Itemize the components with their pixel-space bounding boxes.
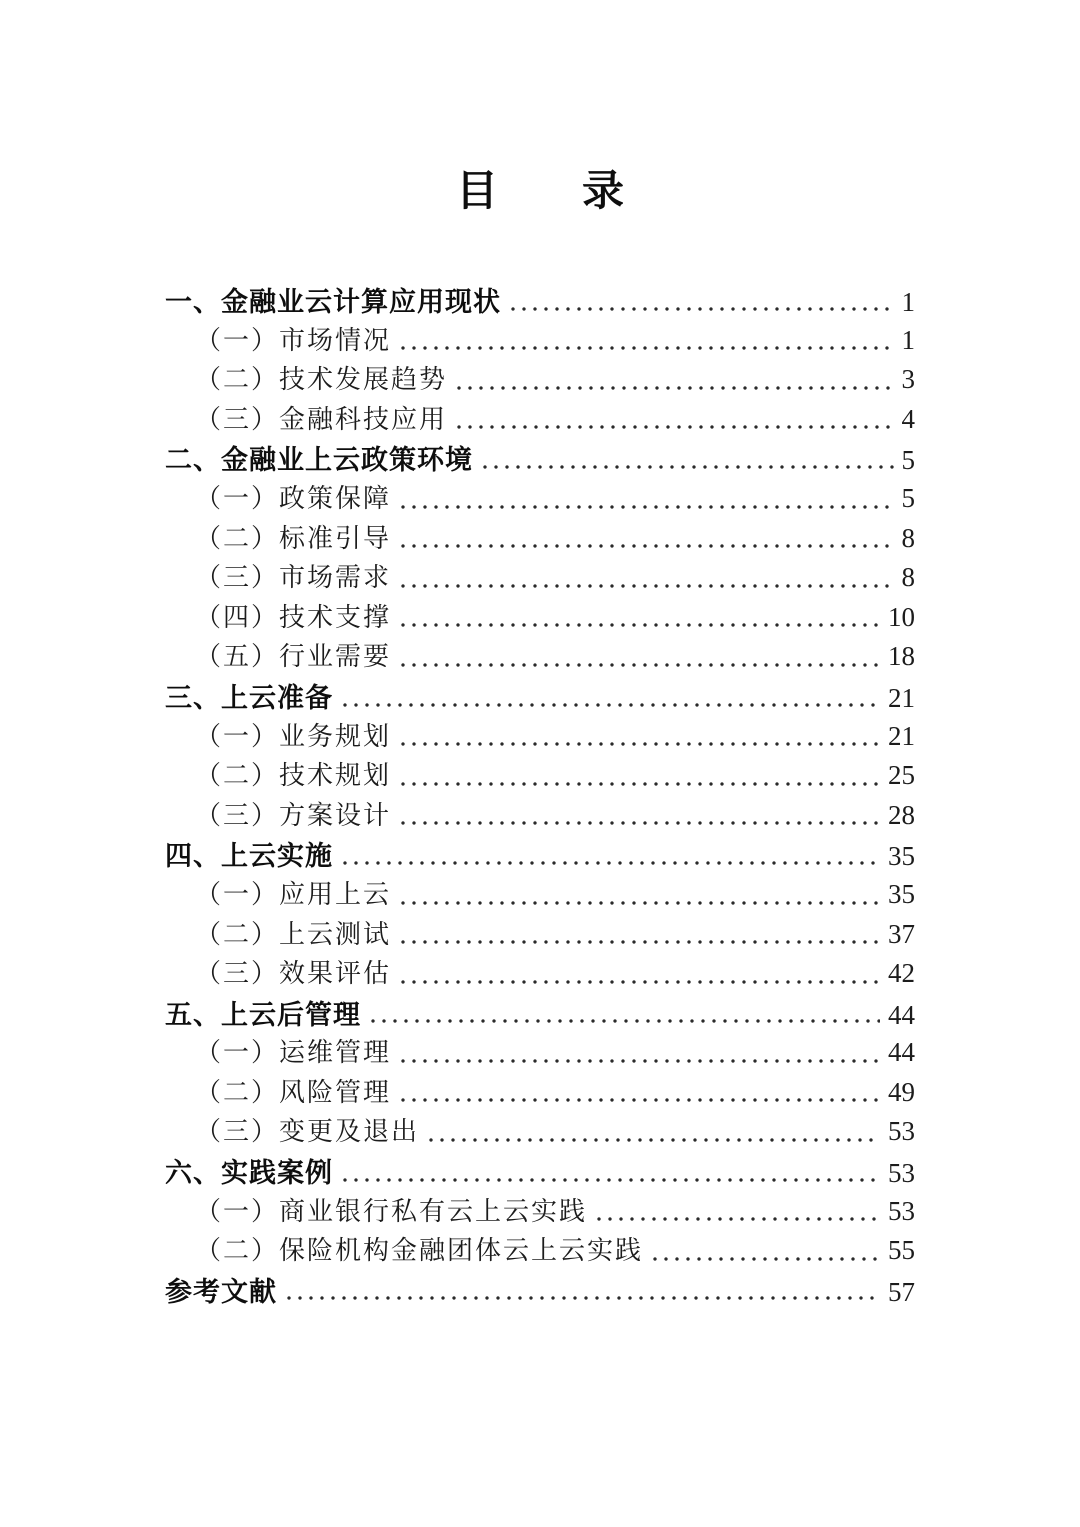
toc-entry bbox=[165, 320, 915, 360]
dot-leader bbox=[401, 1059, 880, 1063]
toc-entry bbox=[165, 518, 915, 558]
toc-entry bbox=[165, 795, 915, 835]
toc-entry bbox=[165, 597, 915, 637]
toc-list bbox=[165, 280, 915, 1309]
toc-entry bbox=[165, 1111, 915, 1151]
toc-entry-page: 1 bbox=[901, 287, 915, 317]
dot-leader bbox=[343, 703, 880, 707]
toc-entry-page: 49 bbox=[888, 1076, 915, 1107]
toc-entry bbox=[165, 1072, 915, 1112]
toc-entry bbox=[165, 914, 915, 954]
toc-entry bbox=[165, 874, 915, 914]
toc-entry bbox=[165, 478, 915, 518]
dot-leader bbox=[597, 1217, 880, 1221]
toc-entry bbox=[165, 834, 915, 874]
dot-leader bbox=[511, 307, 894, 311]
toc-entry-page: 44 bbox=[888, 999, 915, 1030]
toc-entry-label: （二）标准引导 bbox=[195, 523, 392, 553]
toc-entry bbox=[165, 1151, 915, 1191]
toc-entry bbox=[165, 280, 915, 320]
toc-entry-label: （二）保险机构金融团体云上云实践 bbox=[195, 1236, 644, 1266]
toc-entry-page: 8 bbox=[901, 522, 915, 553]
toc-entry-label: 二、金融业上云政策环境 bbox=[165, 445, 473, 476]
toc-entry-label: （二）上云测试 bbox=[195, 919, 392, 949]
dot-leader bbox=[401, 940, 880, 944]
dot-leader bbox=[401, 505, 893, 509]
dot-leader bbox=[483, 465, 894, 469]
toc-entry-page: 28 bbox=[888, 799, 915, 830]
toc-entry-page: 53 bbox=[888, 1158, 915, 1189]
toc-entry-page: 53 bbox=[888, 1195, 915, 1226]
dot-leader bbox=[371, 1019, 880, 1023]
dot-leader bbox=[401, 742, 880, 746]
dot-leader bbox=[653, 1257, 880, 1261]
toc-entry-page: 10 bbox=[888, 601, 915, 632]
dot-leader bbox=[401, 663, 880, 667]
toc-entry-page: 53 bbox=[888, 1116, 915, 1147]
toc-entry bbox=[165, 1191, 915, 1231]
toc-entry-label: （一）应用上云 bbox=[195, 879, 392, 909]
toc-entry-label: 参考文献 bbox=[165, 1276, 277, 1307]
page-title: 目 录 bbox=[455, 167, 624, 214]
toc-entry bbox=[165, 953, 915, 993]
toc-entry-page: 3 bbox=[901, 364, 915, 395]
toc-entry bbox=[165, 359, 915, 399]
toc-entry bbox=[165, 399, 915, 439]
toc-entry bbox=[165, 993, 915, 1033]
toc-entry-page: 5 bbox=[901, 482, 915, 513]
toc-entry-page: 4 bbox=[901, 403, 915, 434]
toc-entry-page: 5 bbox=[901, 445, 915, 476]
toc-entry-label: （三）市场需求 bbox=[195, 563, 392, 593]
toc-entry-label: （一）业务规划 bbox=[195, 721, 392, 751]
toc-entry bbox=[165, 676, 915, 716]
toc-entry-label: 五、上云后管理 bbox=[165, 999, 361, 1030]
toc-entry-label: （一）商业银行私有云上云实践 bbox=[195, 1196, 588, 1226]
toc-entry-page: 37 bbox=[888, 918, 915, 949]
toc-entry bbox=[165, 1032, 915, 1072]
toc-entry-page: 1 bbox=[901, 324, 915, 355]
toc-entry-label: （三）金融科技应用 bbox=[195, 404, 448, 434]
dot-leader bbox=[429, 1138, 880, 1142]
toc-entry bbox=[165, 557, 915, 597]
toc-entry-page: 18 bbox=[888, 641, 915, 672]
toc-entry-page: 42 bbox=[888, 958, 915, 989]
toc-entry-label: （三）方案设计 bbox=[195, 800, 392, 830]
toc-entry-label: （二）风险管理 bbox=[195, 1077, 392, 1107]
toc-entry-label: （二）技术发展趋势 bbox=[195, 365, 448, 395]
toc-entry-label: （三）变更及退出 bbox=[195, 1117, 420, 1147]
toc-entry-label: （一）政策保障 bbox=[195, 483, 392, 513]
toc-entry-page: 57 bbox=[888, 1276, 915, 1307]
toc-entry-page: 25 bbox=[888, 760, 915, 791]
dot-leader bbox=[401, 901, 880, 905]
toc-entry-page: 21 bbox=[888, 682, 915, 713]
dot-leader bbox=[401, 821, 880, 825]
toc-entry-label: （五）行业需要 bbox=[195, 642, 392, 672]
dot-leader bbox=[343, 1178, 880, 1182]
dot-leader bbox=[401, 782, 880, 786]
dot-leader bbox=[457, 386, 893, 390]
toc-entry-page: 55 bbox=[888, 1235, 915, 1266]
dot-leader bbox=[401, 623, 880, 627]
toc-entry bbox=[165, 636, 915, 676]
toc-entry-label: 四、上云实施 bbox=[165, 841, 333, 872]
dot-leader bbox=[401, 584, 893, 588]
dot-leader bbox=[401, 346, 893, 350]
toc-entry-label: （一）市场情况 bbox=[195, 325, 392, 355]
toc-entry bbox=[165, 755, 915, 795]
dot-leader bbox=[401, 544, 893, 548]
toc-entry-label: （一）运维管理 bbox=[195, 1038, 392, 1068]
toc-entry bbox=[165, 438, 915, 478]
dot-leader bbox=[343, 861, 880, 865]
toc-entry-label: 六、实践案例 bbox=[165, 1158, 333, 1189]
toc-entry-page: 8 bbox=[901, 562, 915, 593]
toc-entry-page: 21 bbox=[888, 720, 915, 751]
dot-leader bbox=[287, 1296, 880, 1300]
dot-leader bbox=[401, 980, 880, 984]
toc-entry bbox=[165, 1270, 915, 1310]
toc-entry-page: 44 bbox=[888, 1037, 915, 1068]
toc-entry-label: （二）技术规划 bbox=[195, 761, 392, 791]
dot-leader bbox=[401, 1098, 880, 1102]
toc-entry-page: 35 bbox=[888, 841, 915, 872]
toc-entry-label: （三）效果评估 bbox=[195, 959, 392, 989]
toc-entry-label: 三、上云准备 bbox=[165, 682, 333, 713]
toc-entry-label: （四）技术支撑 bbox=[195, 602, 392, 632]
toc-entry bbox=[165, 1230, 915, 1270]
toc-entry bbox=[165, 716, 915, 756]
toc-entry-page: 35 bbox=[888, 878, 915, 909]
dot-leader bbox=[457, 425, 893, 429]
toc-entry-label: 一、金融业云计算应用现状 bbox=[165, 287, 501, 317]
